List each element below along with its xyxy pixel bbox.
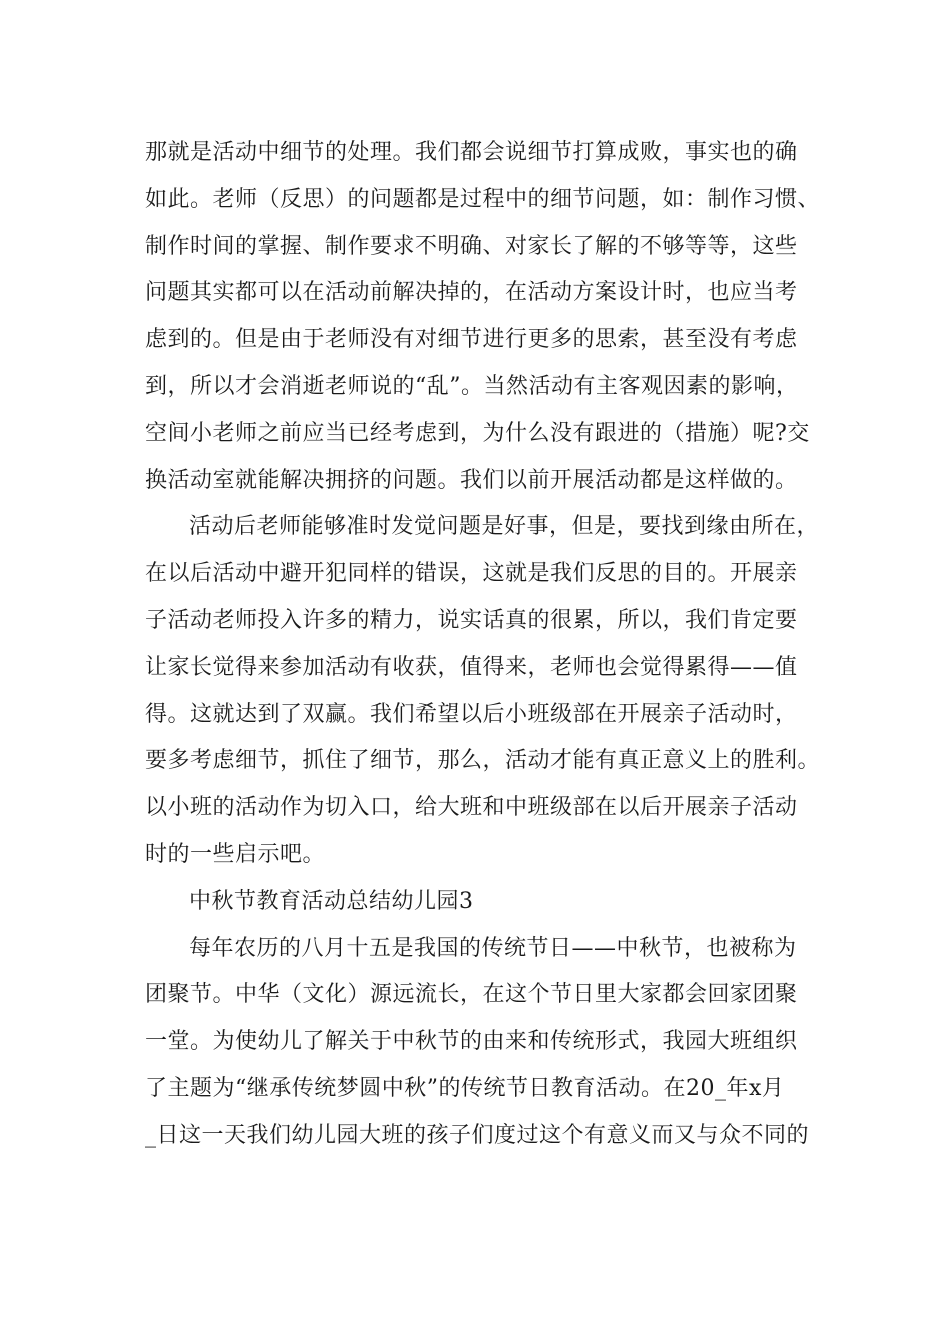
paragraph-start-line: 每年农历的八月十五是我国的传统节日——中秋节，也被称为	[189, 935, 797, 961]
text-line: 团聚节。中华（文化）源远流长，在这个节日里大家都会回家团聚	[145, 982, 798, 1008]
text-line: 如此。老师（反思）的问题都是过程中的细节问题，如：制作习惯、	[145, 186, 821, 212]
text-line: 在以后活动中避开犯同样的错误，这就是我们反思的目的。开展亲	[145, 561, 798, 587]
text-line: 让家长觉得来参加活动有收获，值得来，老师也会觉得累得——值	[145, 654, 798, 680]
text-line: 问题其实都可以在活动前解决掉的，在活动方案设计时，也应当考	[145, 280, 798, 306]
text-line: 时的一些启示吧。	[145, 841, 326, 867]
text-line: 空间小老师之前应当已经考虑到，为什么没有跟进的（措施）呢?交	[145, 420, 810, 446]
section-heading: 中秋节教育活动总结幼儿园3	[189, 888, 474, 914]
text-line: _日这一天我们幼儿园大班的孩子们度过这个有意义而又与众不同的	[145, 1122, 810, 1148]
text-line: 得。这就达到了双赢。我们希望以后小班级部在开展亲子活动时，	[145, 701, 798, 727]
text-line: 到，所以才会消逝老师说的“乱”。当然活动有主客观因素的影响，	[145, 373, 799, 399]
text-line: 了主题为“继承传统梦圆中秋”的传统节日教育活动。在20_年x月	[145, 1075, 785, 1101]
text-line: 制作时间的掌握、制作要求不明确、对家长了解的不够等等，这些	[145, 233, 798, 259]
body-text	[145, 130, 825, 1160]
text-line: 以小班的活动作为切入口，给大班和中班级部在以后开展亲子活动	[145, 795, 798, 821]
text-line: 那就是活动中细节的处理。我们都会说细节打算成败，事实也的确	[145, 140, 798, 165]
text-line: 一堂。为使幼儿了解关于中秋节的由来和传统形式，我园大班组织	[145, 1029, 798, 1055]
text-line: 虑到的。但是由于老师没有对细节进行更多的思索，甚至没有考虑	[145, 327, 798, 353]
text-line: 换活动室就能解决拥挤的问题。我们以前开展活动都是这样做的。	[145, 467, 798, 493]
text-line: 子活动老师投入许多的精力，说实话真的很累，所以，我们肯定要	[145, 607, 798, 633]
paragraph-start-line: 活动后老师能够准时发觉问题是好事，但是，要找到缘由所在，	[189, 514, 820, 540]
text-line: 要多考虑细节，抓住了细节，那么，活动才能有真正意义上的胜利。	[145, 748, 821, 774]
